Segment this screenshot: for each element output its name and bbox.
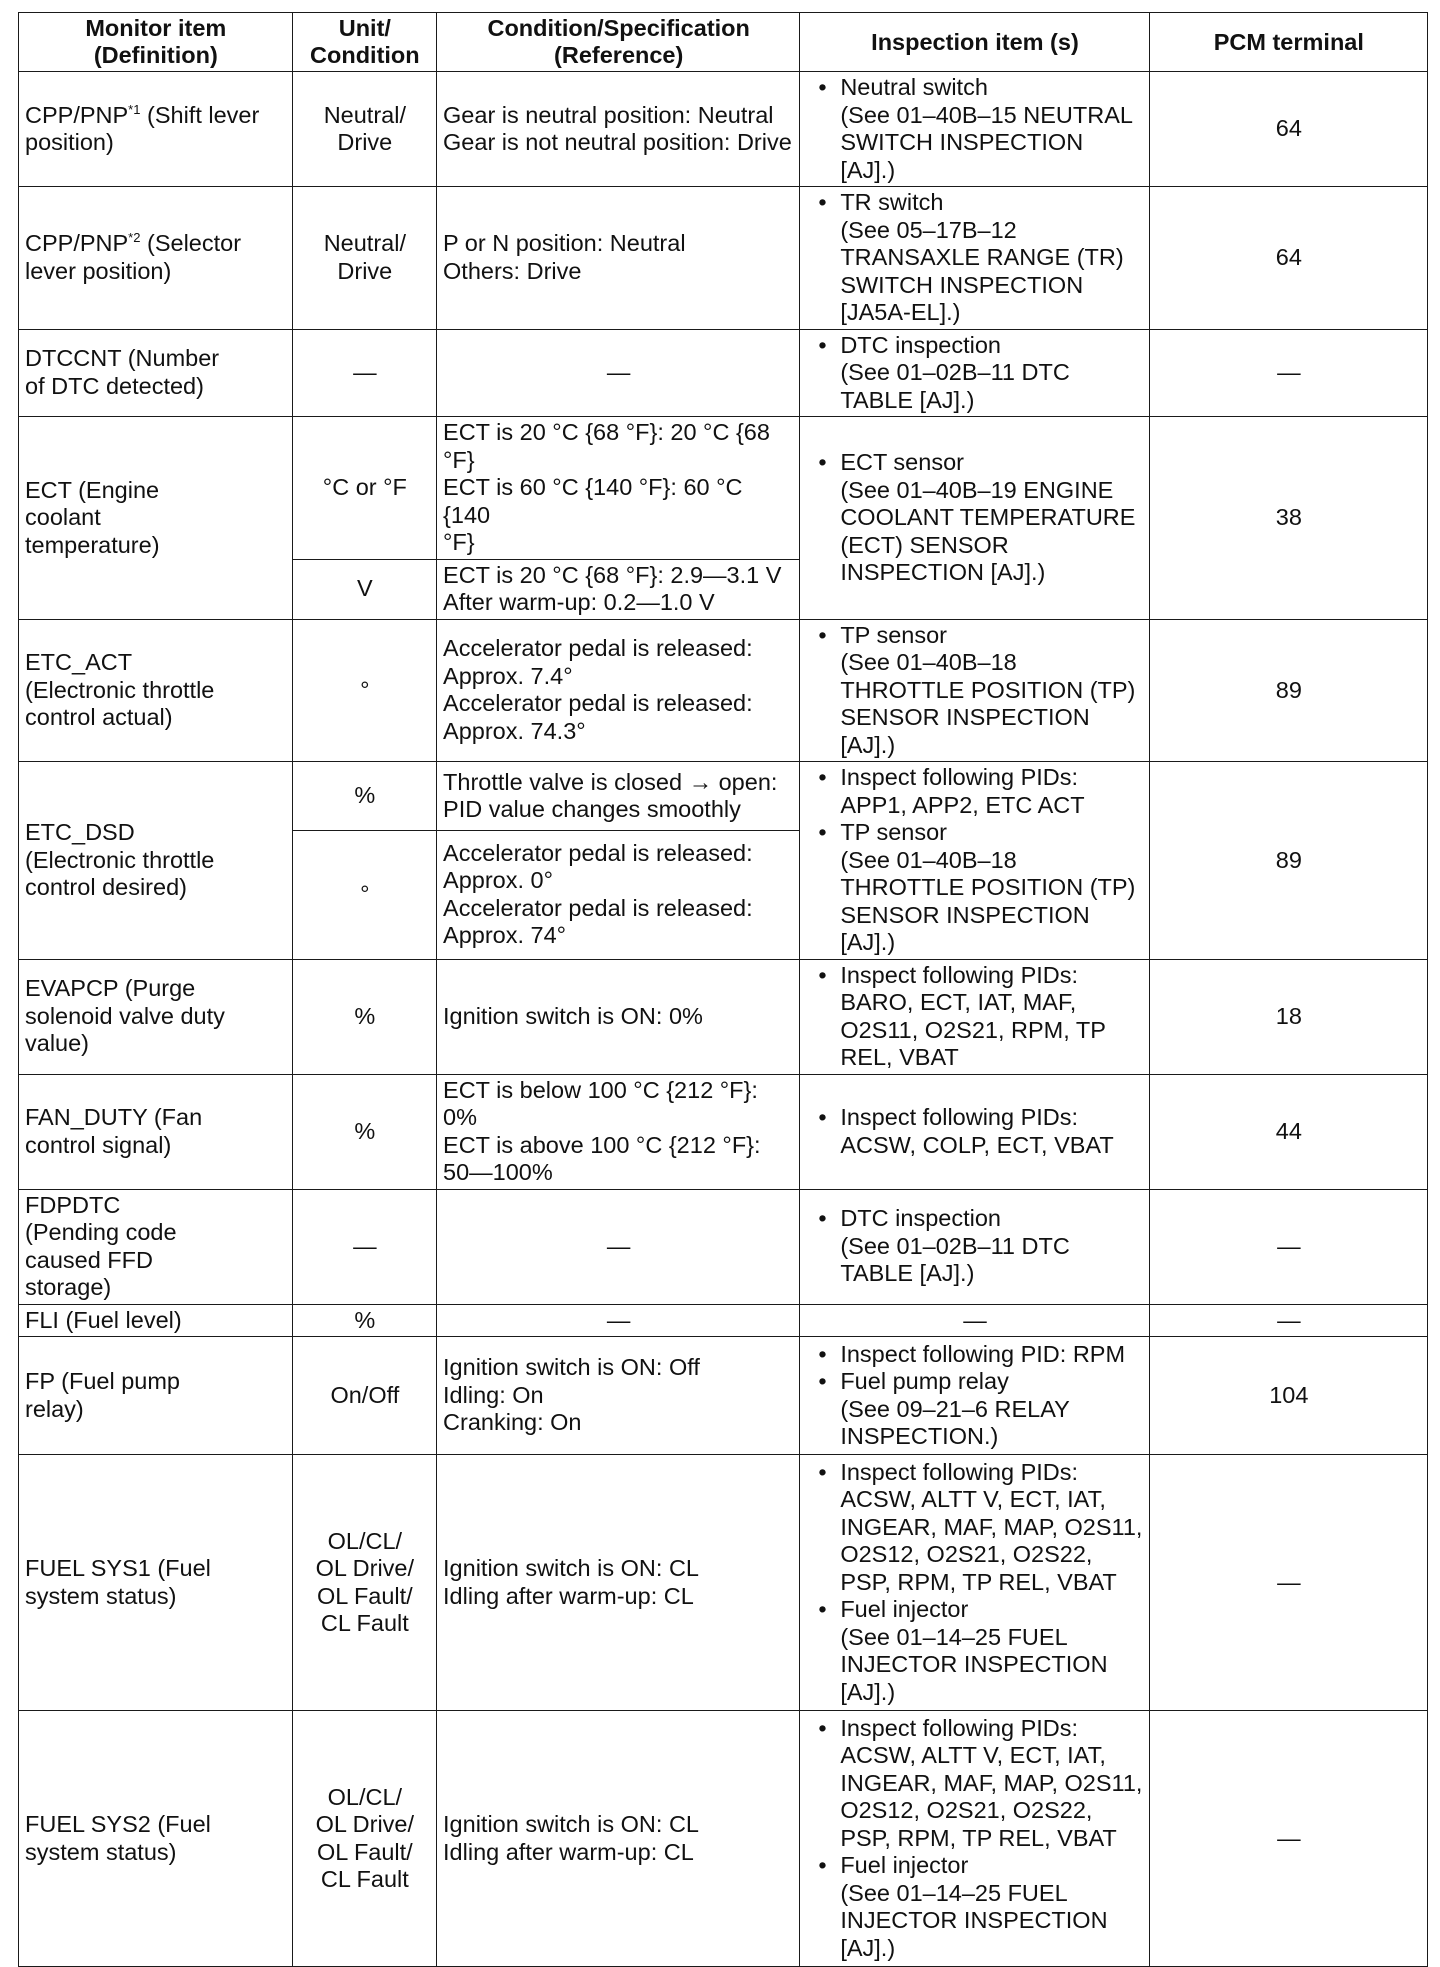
- inspection-detail-line: (See 09–21–6 RELAY: [840, 1395, 1070, 1422]
- inspection-detail-line: SWITCH INSPECTION [AJ].): [840, 129, 1084, 183]
- condition-specification: [437, 959, 800, 1074]
- condition-specification: [437, 762, 800, 831]
- text-line: ECT is below 100 °C {212 °F}: 0%: [443, 1076, 758, 1130]
- inspection-title: • Fuel injector: [840, 1596, 969, 1623]
- unit-condition: [292, 959, 436, 1074]
- header-inspection-items: Inspection item (s): [800, 13, 1149, 72]
- text-line: Throttle valve is closed → open:: [443, 768, 778, 795]
- unit-condition: [292, 1189, 436, 1304]
- text-line: Idling after warm-up: CL: [443, 1582, 694, 1609]
- condition-specification: [437, 72, 800, 187]
- inspection-list: [806, 962, 1143, 1072]
- text-line: Approx. 74°: [443, 922, 567, 949]
- table-row: [19, 1074, 1428, 1189]
- monitor-item: [19, 1711, 293, 1967]
- condition-specification: [437, 1189, 800, 1304]
- condition-specification: [437, 1074, 800, 1189]
- text-line: OL Fault/: [316, 1838, 413, 1865]
- table-row: [19, 329, 1428, 417]
- inspection-list-item: [818, 962, 1143, 1072]
- inspection-list-item: [818, 1104, 1143, 1159]
- inspection-list: [806, 764, 1143, 957]
- inspection-list: [806, 1205, 1143, 1288]
- inspection-detail-line: INJECTOR INSPECTION: [840, 1651, 1108, 1678]
- monitor-item: [19, 619, 293, 762]
- condition-specification: [437, 187, 800, 330]
- pid-monitor-table: [18, 12, 1428, 1967]
- text-line: temperature): [25, 531, 160, 558]
- monitor-item: [19, 1455, 293, 1711]
- text-line: °: [360, 881, 370, 908]
- inspection-list: [806, 1341, 1143, 1451]
- text-line: ECT (Engine: [25, 476, 160, 503]
- inspection-detail-line: PSP, RPM, TP REL, VBAT: [840, 1568, 1117, 1595]
- text-line: —: [606, 359, 631, 385]
- text-line: control signal): [25, 1131, 172, 1158]
- inspection-detail-line: THROTTLE POSITION (TP): [840, 676, 1136, 703]
- inspection-detail-line: (See 01–02B–11 DTC: [840, 359, 1070, 385]
- text-line: Cranking: On: [443, 1409, 582, 1436]
- condition-specification: [437, 1711, 800, 1967]
- header-unit-condition: Unit/ Condition: [292, 13, 436, 72]
- text-line: value): [25, 1030, 90, 1057]
- inspection-detail-line: O2S12, O2S21, O2S22,: [840, 1541, 1093, 1568]
- text-line: system status): [25, 1838, 177, 1865]
- inspection-list-item: [818, 449, 1143, 587]
- inspection-title: • TP sensor: [840, 819, 947, 845]
- monitor-item: [19, 1337, 293, 1455]
- header-monitor-item: Monitor item (Definition): [19, 13, 293, 72]
- text-line: —: [353, 359, 377, 385]
- text-line: (Electronic throttle: [25, 676, 215, 703]
- inspection-title: • DTC inspection: [840, 331, 1001, 358]
- monitor-item: [19, 1304, 293, 1337]
- condition-specification: [437, 329, 800, 417]
- inspection-list: [806, 332, 1143, 415]
- inspection-detail-line: TABLE [AJ].): [840, 1260, 975, 1287]
- inspection-list-item: [818, 189, 1143, 327]
- pcm-terminal: 64: [1149, 72, 1427, 187]
- text-line: °F}: [443, 529, 475, 555]
- text-line: FUEL SYS1 (Fuel: [25, 1555, 211, 1581]
- inspection-title: • Inspect following PIDs:: [840, 961, 1079, 988]
- text-line: °F}: [443, 446, 475, 473]
- unit-condition: [292, 1074, 436, 1189]
- unit-condition: [292, 762, 436, 831]
- inspection-title: • Inspect following PIDs:: [840, 764, 1079, 790]
- inspection-items: [800, 417, 1149, 620]
- condition-specification: [437, 619, 800, 762]
- inspection-list: [806, 189, 1143, 327]
- text-line: EVAPCP (Purge: [25, 975, 196, 1002]
- text-line: Neutral/: [323, 101, 406, 128]
- text-line: of DTC detected): [25, 372, 204, 399]
- table-row: [19, 959, 1428, 1074]
- text-line: ECT is 20 °C {68 °F}: 2.9—3.1 V: [443, 561, 782, 588]
- table-row: [19, 1337, 1428, 1455]
- text-line: V: [356, 575, 373, 602]
- inspection-title: • TR switch: [840, 189, 944, 215]
- text-line: OL Drive/: [315, 1811, 415, 1837]
- inspection-detail-line: ACSW, ALTT V, ECT, IAT,: [840, 1742, 1106, 1769]
- pcm-terminal: 89: [1149, 762, 1427, 960]
- pcm-terminal: 89: [1149, 619, 1427, 762]
- pcm-terminal: —: [1149, 1304, 1427, 1337]
- inspection-detail-line: INGEAR, MAF, MAP, O2S11,: [840, 1513, 1143, 1540]
- inspection-detail-line: TRANSAXLE RANGE (TR): [840, 244, 1124, 270]
- inspection-detail-line: REL, VBAT: [840, 1044, 959, 1070]
- text-line: °C or °F: [322, 474, 407, 500]
- text-line: Others: Drive: [443, 257, 582, 284]
- inspection-title: • Fuel pump relay: [840, 1368, 1009, 1394]
- text-line: CL Fault: [320, 1866, 409, 1892]
- inspection-items: [800, 187, 1149, 330]
- inspection-list-item: [818, 764, 1143, 819]
- inspection-title: • Inspect following PIDs:: [840, 1714, 1079, 1741]
- text-line: Gear is not neutral position: Drive: [443, 129, 792, 155]
- text-line: (Electronic throttle: [25, 846, 215, 873]
- table-row: [19, 1189, 1428, 1304]
- inspection-detail-line: THROTTLE POSITION (TP): [840, 874, 1136, 900]
- text-line: ETC_ACT: [25, 649, 133, 675]
- inspection-list-item: [818, 74, 1143, 184]
- inspection-items: [800, 72, 1149, 187]
- text-line: Ignition switch is ON: Off: [443, 1354, 700, 1381]
- pcm-terminal: —: [1149, 329, 1427, 417]
- inspection-items: [800, 1074, 1149, 1189]
- unit-condition: [292, 1337, 436, 1455]
- inspection-items: [800, 959, 1149, 1074]
- text-line: control desired): [25, 874, 187, 900]
- text-line: ECT is above 100 °C {212 °F}:: [443, 1131, 761, 1158]
- inspection-list-item: [818, 1368, 1143, 1451]
- inspection-detail-line: PSP, RPM, TP REL, VBAT: [840, 1824, 1117, 1851]
- inspection-detail-line: (See 01–40B–18: [840, 649, 1017, 675]
- inspection-detail-line: (See 01–02B–11 DTC: [840, 1232, 1070, 1259]
- text-line: Idling after warm-up: CL: [443, 1838, 694, 1865]
- pcm-terminal: 18: [1149, 959, 1427, 1074]
- table-row: [19, 762, 1428, 831]
- inspection-detail-line: APP1, APP2, ETC ACT: [840, 791, 1085, 818]
- table-row: [19, 1304, 1428, 1337]
- inspection-title: • TP sensor: [840, 621, 947, 648]
- pcm-terminal: 38: [1149, 417, 1427, 620]
- text-line: Accelerator pedal is released:: [443, 839, 753, 866]
- unit-condition: [292, 1711, 436, 1967]
- text-line: Approx. 74.3°: [443, 717, 586, 744]
- text-line: Approx. 7.4°: [443, 662, 573, 689]
- text-line: FLI (Fuel level): [25, 1306, 182, 1333]
- text-line: system status): [25, 1582, 177, 1609]
- inspection-detail-line: INSPECTION.): [840, 1423, 999, 1449]
- text-line: ECT is 20 °C {68 °F}: 20 °C {68: [443, 419, 770, 445]
- inspection-detail-line: [JA5A-EL].): [840, 299, 961, 325]
- inspection-detail-line: [AJ].): [840, 731, 896, 758]
- inspection-items: [800, 1455, 1149, 1711]
- text-line: Ignition switch is ON: CL: [443, 1555, 700, 1581]
- header-condition-specification: Condition/Specification (Reference): [437, 13, 800, 72]
- inspection-detail-line: BARO, ECT, IAT, MAF,: [840, 989, 1077, 1015]
- text-line: Accelerator pedal is released:: [443, 635, 753, 662]
- monitor-item: [19, 417, 293, 620]
- text-line: FDPDTC: [25, 1191, 121, 1218]
- inspection-detail-line: INJECTOR INSPECTION: [840, 1907, 1108, 1934]
- monitor-item: CPP/PNP$^{*1}$ (Shift lever position): [19, 72, 293, 187]
- inspection-items: —: [800, 1304, 1149, 1337]
- monitor-item: [19, 1074, 293, 1189]
- inspection-title: • DTC inspection: [840, 1205, 1001, 1232]
- table-row: [19, 619, 1428, 762]
- inspection-list-item: [818, 1341, 1143, 1369]
- unit-condition: [292, 831, 436, 959]
- inspection-detail-line: (See 01–14–25 FUEL: [840, 1879, 1068, 1906]
- text-line: coolant: [25, 504, 101, 530]
- text-line: %: [354, 1306, 376, 1333]
- monitor-item: [19, 1189, 293, 1304]
- inspection-detail-line: SENSOR INSPECTION: [840, 901, 1090, 928]
- inspection-detail-line: (See 01–40B–19 ENGINE: [840, 476, 1114, 503]
- text-line: PID value changes smoothly: [443, 796, 741, 823]
- inspection-detail-line: INGEAR, MAF, MAP, O2S11,: [840, 1769, 1143, 1796]
- inspection-list-item: [818, 1596, 1143, 1706]
- pcm-terminal: —: [1149, 1189, 1427, 1304]
- monitor-item: [19, 959, 293, 1074]
- inspection-title: • ECT sensor: [840, 449, 964, 475]
- text-line: FP (Fuel pump: [25, 1368, 180, 1394]
- inspection-detail-line: ACSW, COLP, ECT, VBAT: [840, 1131, 1114, 1158]
- condition-specification: [437, 417, 800, 560]
- inspection-detail-line: (See 01–40B–18: [840, 846, 1017, 873]
- table-row: [19, 417, 1428, 560]
- text-line: (Pending code: [25, 1219, 177, 1245]
- text-line: Neutral/: [323, 230, 406, 257]
- pcm-terminal: 64: [1149, 187, 1427, 330]
- inspection-list-item: [818, 819, 1143, 957]
- unit-condition: [292, 329, 436, 417]
- text-line: —: [606, 1232, 631, 1259]
- table-row: [19, 1711, 1428, 1967]
- text-line: solenoid valve duty: [25, 1002, 225, 1029]
- inspection-detail-line: [AJ].): [840, 1678, 896, 1705]
- unit-condition: [292, 619, 436, 762]
- header-pcm-terminal: PCM terminal: [1149, 13, 1427, 72]
- inspection-items: [800, 329, 1149, 417]
- text-line: relay): [25, 1395, 84, 1422]
- text-line: ECT is 60 °C {140 °F}: 60 °C {140: [443, 474, 743, 528]
- text-line: P or N position: Neutral: [443, 230, 686, 257]
- monitor-item: [19, 762, 293, 960]
- unit-condition: [292, 1455, 436, 1711]
- inspection-list-item: [818, 332, 1143, 415]
- text-line: —: [353, 1232, 377, 1259]
- text-line: FAN_DUTY (Fan: [25, 1104, 203, 1130]
- text-line: %: [354, 1002, 376, 1029]
- pcm-terminal: 44: [1149, 1074, 1427, 1189]
- inspection-items: [800, 762, 1149, 960]
- inspection-detail-line: SENSOR INSPECTION: [840, 704, 1090, 730]
- inspection-items: [800, 1711, 1149, 1967]
- inspection-title: • Inspect following PIDs:: [840, 1104, 1079, 1130]
- inspection-detail-line: COOLANT TEMPERATURE: [840, 504, 1136, 530]
- inspection-list-item: [818, 1715, 1143, 1853]
- inspection-detail-line: (See 05–17B–12: [840, 216, 1017, 243]
- text-line: —: [606, 1306, 631, 1333]
- text-line: Drive: [337, 257, 393, 284]
- text-line: Accelerator pedal is released:: [443, 894, 753, 921]
- pcm-terminal: —: [1149, 1711, 1427, 1967]
- text-line: After warm-up: 0.2—1.0 V: [443, 589, 715, 615]
- header-row: [19, 13, 1428, 72]
- condition-specification: [437, 1304, 800, 1337]
- inspection-list-item: [818, 1852, 1143, 1962]
- inspection-detail-line: [AJ].): [840, 929, 896, 955]
- monitor-item: [19, 329, 293, 417]
- inspection-items: [800, 619, 1149, 762]
- inspection-detail-line: TABLE [AJ].): [840, 386, 975, 413]
- text-line: OL/CL/: [327, 1783, 403, 1810]
- condition-specification: [437, 831, 800, 959]
- text-line: Drive: [337, 129, 393, 155]
- inspection-detail-line: INSPECTION [AJ].): [840, 559, 1046, 585]
- table-row: [19, 1455, 1428, 1711]
- inspection-detail-line: [AJ].): [840, 1934, 896, 1961]
- pcm-terminal: 104: [1149, 1337, 1427, 1455]
- text-line: Approx. 0°: [443, 867, 554, 894]
- text-line: OL/CL/: [327, 1527, 403, 1554]
- text-line: 50—100%: [443, 1159, 553, 1185]
- inspection-list: [806, 1104, 1143, 1159]
- condition-specification: [437, 1455, 800, 1711]
- text-line: Accelerator pedal is released:: [443, 690, 753, 717]
- condition-specification: [437, 1337, 800, 1455]
- inspection-detail-line: O2S11, O2S21, RPM, TP: [840, 1016, 1106, 1043]
- inspection-list-item: [818, 1205, 1143, 1288]
- text-line: °: [360, 676, 370, 703]
- unit-condition: [292, 1304, 436, 1337]
- inspection-detail-line: O2S12, O2S21, O2S22,: [840, 1797, 1093, 1824]
- text-line: storage): [25, 1274, 112, 1300]
- text-line: ETC_DSD: [25, 819, 135, 845]
- inspection-title: • Inspect following PID: RPM: [840, 1340, 1126, 1367]
- text-line: On/Off: [330, 1381, 400, 1408]
- pcm-terminal: —: [1149, 1455, 1427, 1711]
- text-line: control actual): [25, 704, 173, 730]
- inspection-list: [806, 622, 1143, 760]
- text-line: Ignition switch is ON: CL: [443, 1811, 700, 1837]
- table-row: [19, 72, 1428, 187]
- text-line: OL Drive/: [315, 1555, 415, 1581]
- text-line: DTCCNT (Number: [25, 345, 220, 372]
- inspection-detail-line: (See 01–40B–15 NEUTRAL: [840, 101, 1133, 128]
- inspection-items: [800, 1189, 1149, 1304]
- unit-condition: [292, 559, 436, 619]
- inspection-list: [806, 74, 1143, 184]
- inspection-title: • Neutral switch: [840, 74, 988, 100]
- inspection-detail-line: (ECT) SENSOR: [840, 531, 1009, 558]
- text-line: CL Fault: [320, 1610, 409, 1636]
- text-line: Gear is neutral position: Neutral: [443, 101, 774, 128]
- inspection-detail-line: ACSW, ALTT V, ECT, IAT,: [840, 1486, 1106, 1513]
- text-line: %: [354, 782, 376, 809]
- inspection-title: • Inspect following PIDs:: [840, 1458, 1079, 1485]
- text-line: %: [354, 1117, 376, 1144]
- text-line: Idling: On: [443, 1381, 544, 1408]
- unit-condition: [292, 72, 436, 187]
- inspection-detail-line: (See 01–14–25 FUEL: [840, 1623, 1068, 1650]
- inspection-detail-line: SWITCH INSPECTION: [840, 271, 1084, 298]
- inspection-title: • Fuel injector: [840, 1852, 969, 1879]
- inspection-list: [806, 1459, 1143, 1707]
- inspection-list-item: [818, 622, 1143, 760]
- unit-condition: [292, 187, 436, 330]
- unit-condition: [292, 417, 436, 560]
- inspection-list: [806, 449, 1143, 587]
- condition-specification: [437, 559, 800, 619]
- inspection-list: [806, 1715, 1143, 1963]
- text-line: FUEL SYS2 (Fuel: [25, 1811, 211, 1837]
- table-row: [19, 187, 1428, 330]
- inspection-list-item: [818, 1459, 1143, 1597]
- text-line: OL Fault/: [316, 1582, 413, 1609]
- text-line: caused FFD: [25, 1246, 153, 1273]
- monitor-item: CPP/PNP$^{*2}$ (Selector lever position): [19, 187, 293, 330]
- text-line: Ignition switch is ON: 0%: [443, 1002, 703, 1029]
- inspection-items: [800, 1337, 1149, 1455]
